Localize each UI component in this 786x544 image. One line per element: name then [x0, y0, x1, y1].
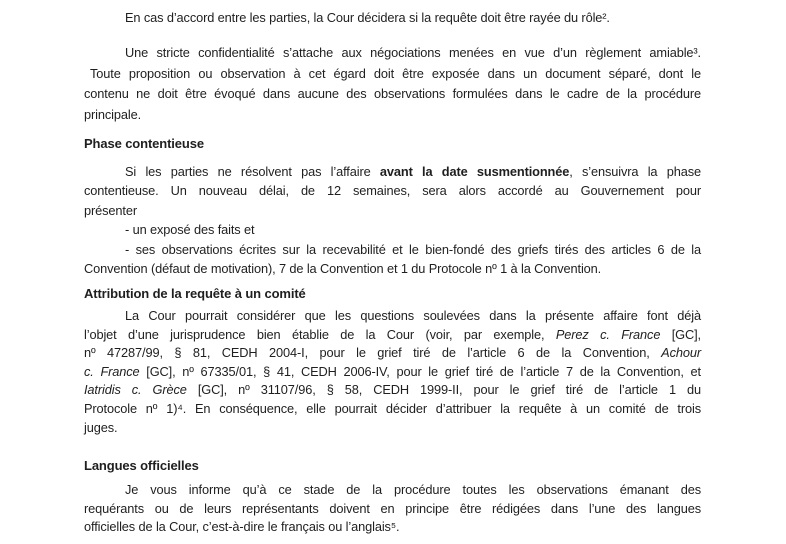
- text-line: [84, 481, 701, 500]
- section-heading: [84, 456, 701, 475]
- text-line: [84, 326, 701, 345]
- paragraph: [84, 162, 701, 278]
- text-line: [84, 400, 701, 419]
- text-run: - un exposé des faits et: [125, 222, 255, 238]
- text-run: Toute proposition ou observation à cet égard doit être exposée dans un document séparé, dont le: [90, 65, 701, 81]
- text-line: [84, 307, 701, 326]
- text-line: [84, 381, 701, 400]
- text-line: [84, 181, 701, 200]
- italic-case-name: c. France: [84, 363, 140, 379]
- text-run: - ses observations écrites sur la recevabilité et le bien-fondé des griefs tirés des articles 6 de la: [125, 241, 701, 257]
- text-run: , s’ensuivra la phase: [569, 164, 702, 179]
- text-run: Si les parties ne résolvent pas l’affaire: [125, 164, 380, 179]
- italic-case-name: Perez c. France: [555, 326, 661, 342]
- heading-text: [84, 456, 701, 475]
- heading-text: [84, 284, 701, 303]
- text-run: principale.: [84, 106, 142, 122]
- text-run: présenter: [84, 202, 137, 218]
- text-line: [84, 500, 701, 519]
- text-line: [84, 344, 701, 363]
- paragraph: [84, 481, 701, 537]
- text-run: Je vous informe qu’à ce stade de la procédure toutes les observations émanant des: [125, 482, 701, 497]
- paragraph: [84, 8, 701, 27]
- italic-case-name: Iatridis c. Grèce: [84, 382, 187, 398]
- text-run: requérants ou de leurs représentants doivent en principe être rédigées dans l’une des langues: [84, 500, 701, 516]
- bold-text: avant la date susmentionnée: [379, 164, 570, 179]
- text-line: [84, 43, 701, 64]
- text-line: [84, 162, 701, 181]
- italic-case-name: Achour: [661, 345, 701, 361]
- text-run: officielles de la Cour, c’est-à-dire le français ou l’anglais⁵.: [84, 519, 400, 535]
- text-run: contentieuse. Un nouveau délai, de 12 semaines, sera alors accordé au Gouvernement pour: [84, 183, 701, 199]
- text-run: contenu ne doit être évoqué dans aucune des observations formulées dans le cadre de la procédure: [84, 86, 701, 101]
- text-run: nº 47287/99, § 81, CEDH 2004-I, pour le grief tiré de l’article 6 de la Convention,: [84, 345, 662, 361]
- text-line: [84, 240, 701, 259]
- text-run: Attribution de la requête à un comité: [84, 286, 306, 301]
- text-run: En cas d’accord entre les parties, la Cour décidera si la requête doit être rayée du rôle².: [125, 10, 610, 25]
- heading-text: [84, 134, 701, 153]
- section-heading: [84, 284, 701, 303]
- text-run: Langues officielles: [84, 458, 199, 473]
- text-run: Une stricte confidentialité s’attache aux négociations menées en vue d’un règlement amiable³.: [125, 45, 701, 60]
- text-line: [84, 105, 701, 126]
- text-line: [84, 64, 701, 85]
- text-run: Convention (défaut de motivation), 7 de la Convention et 1 du Protocole nº 1 à la Convention.: [84, 261, 602, 277]
- text-line: [84, 84, 701, 105]
- text-run: [GC],: [660, 326, 701, 342]
- text-line: [84, 363, 701, 382]
- text-line: [84, 419, 701, 438]
- text-run: Protocole nº 1)⁴. En conséquence, elle pourrait décider d’attribuer la requête à un comité de trois: [84, 400, 701, 416]
- section-heading: [84, 134, 701, 153]
- text-run: juges.: [84, 419, 118, 435]
- text-run: l’objet d’une jurisprudence bien établie de la Cour (voir, par exemple,: [84, 326, 556, 342]
- text-line: [84, 8, 701, 27]
- text-run: [GC], nº 67335/01, § 41, CEDH 2006-IV, pour le grief tiré de l’article 7 de la Convention, et: [139, 363, 701, 379]
- text-run: [GC], nº 31107/96, § 58, CEDH 1999-II, pour le grief tiré de l’article 1 du: [186, 382, 701, 398]
- text-run: Phase contentieuse: [84, 136, 204, 151]
- text-line: [84, 518, 701, 537]
- text-line: [84, 220, 701, 239]
- text-line: [84, 201, 701, 220]
- text-line: [84, 259, 701, 278]
- text-run: La Cour pourrait considérer que les questions soulevées dans la présente affaire font déjà: [125, 308, 701, 323]
- paragraph: [84, 307, 701, 437]
- paragraph: [84, 43, 701, 125]
